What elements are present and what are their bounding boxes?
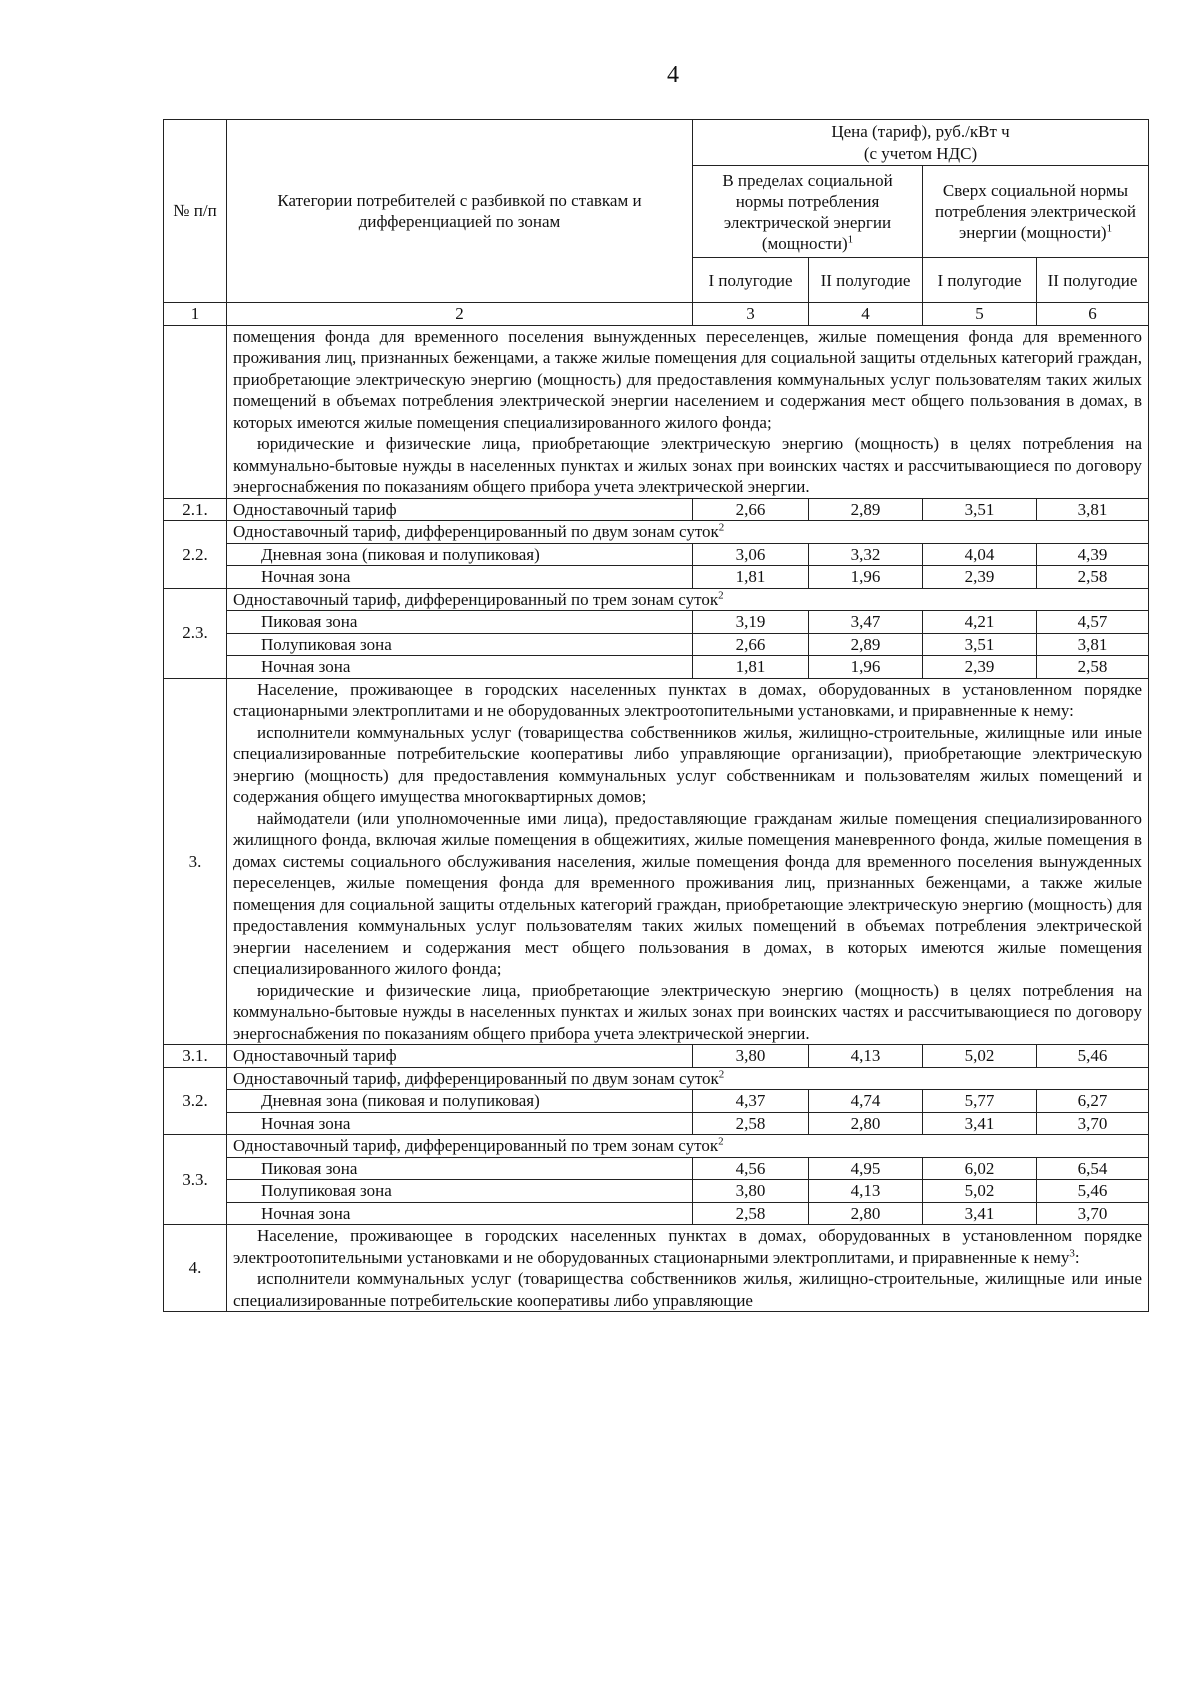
value-cell: 3,47 <box>809 611 923 634</box>
row-2-2-title <box>164 521 1149 544</box>
value-cell: 3,81 <box>1037 498 1149 521</box>
header-half1-above: I полугодие <box>923 258 1037 303</box>
row-group-title: Одноставочный тариф, дифференцированный по двум зонам суток$^2$ <box>227 1067 1149 1090</box>
value-cell: 4,13 <box>809 1180 923 1203</box>
col-number: 1 <box>164 303 227 326</box>
value-cell: 4,39 <box>1037 543 1149 566</box>
row-number: 2.1. <box>164 498 227 521</box>
header-price <box>693 120 1149 166</box>
value-cell: 3,19 <box>693 611 809 634</box>
value-cell: 5,46 <box>1037 1045 1149 1068</box>
header-half1-within: I полугодие <box>693 258 809 303</box>
row-label: Полупиковая зона <box>227 1180 693 1203</box>
column-number-row <box>164 303 1149 326</box>
value-cell: 2,66 <box>693 498 809 521</box>
section3-text-1: Население, проживающее в городских населенных пунктах в домах, оборудованных в установленном порядке стационарными электроплитами и не оборудованных электроотопительными установками, и приравненные к нему: <box>233 679 1143 720</box>
section4-description <box>227 1225 1149 1312</box>
row-label: Ночная зона <box>227 656 693 679</box>
value-cell: 2,80 <box>809 1202 923 1225</box>
header-category: Категории потребителей с разбивкой по ставкам и дифференциацией по зонам <box>227 120 693 303</box>
section4-text-2: исполнители коммунальных услуг (товарищества собственников жилья, жилищно-строительные, жилищные или иные специализированные потребительские кооперативы либо управляющие <box>233 1269 1143 1310</box>
row-3-3-halfpeak <box>164 1180 1149 1203</box>
value-cell: 5,02 <box>923 1180 1037 1203</box>
value-cell: 3,80 <box>693 1180 809 1203</box>
section4-text-row <box>164 1225 1149 1312</box>
value-cell: 4,21 <box>923 611 1037 634</box>
section2-text-row <box>164 325 1149 498</box>
row-label: Ночная зона <box>227 1112 693 1135</box>
section2-description <box>227 325 1149 498</box>
row-label: Одноставочный тариф <box>227 1045 693 1068</box>
value-cell: 3,51 <box>923 633 1037 656</box>
row-label: Пиковая зона <box>227 611 693 634</box>
value-cell: 4,13 <box>809 1045 923 1068</box>
value-cell: 3,41 <box>923 1202 1037 1225</box>
row-label: Одноставочный тариф <box>227 498 693 521</box>
row-3-2-night <box>164 1112 1149 1135</box>
value-cell: 4,04 <box>923 543 1037 566</box>
row-label: Пиковая зона <box>227 1157 693 1180</box>
tariff-table <box>163 119 1149 1312</box>
value-cell: 4,74 <box>809 1090 923 1113</box>
header-half2-within: II полугодие <box>809 258 923 303</box>
row-3-2-day <box>164 1090 1149 1113</box>
value-cell: 4,37 <box>693 1090 809 1113</box>
value-cell: 5,46 <box>1037 1180 1149 1203</box>
section2-text-2: юридические и физические лица, приобретающие электрическую энергию (мощность) в целях потребления на коммунально-бытовые нужды в населенных пунктах и жилых зонах при воинских частях и рассчитывающиеся по договору энергоснабжения по показаниям общего прибора учета электрической энергии. <box>233 434 1143 496</box>
value-cell: 3,70 <box>1037 1202 1149 1225</box>
header-within-norm: В пределах социальной нормы потребления электрической энергии (мощности)$^1$ <box>693 166 923 258</box>
value-cell: 3,51 <box>923 498 1037 521</box>
row-3-3-peak <box>164 1157 1149 1180</box>
row-number: 3.2. <box>164 1067 227 1135</box>
section3-text-row <box>164 678 1149 1045</box>
row-label: Дневная зона (пиковая и полупиковая) <box>227 1090 693 1113</box>
row-group-title: Одноставочный тариф, дифференцированный по трем зонам суток$^2$ <box>227 588 1149 611</box>
row-2-2-day <box>164 543 1149 566</box>
value-cell: 2,89 <box>809 633 923 656</box>
value-cell: 1,96 <box>809 656 923 679</box>
value-cell: 6,27 <box>1037 1090 1149 1113</box>
row-3-3-title <box>164 1135 1149 1158</box>
row-2-3-night <box>164 656 1149 679</box>
row-number: 3.3. <box>164 1135 227 1225</box>
value-cell: 4,57 <box>1037 611 1149 634</box>
value-cell: 2,66 <box>693 633 809 656</box>
value-cell: 3,81 <box>1037 633 1149 656</box>
value-cell: 3,41 <box>923 1112 1037 1135</box>
header-half2-above: II полугодие <box>1037 258 1149 303</box>
row-label: Дневная зона (пиковая и полупиковая) <box>227 543 693 566</box>
value-cell: 1,96 <box>809 566 923 589</box>
row-2-3-peak <box>164 611 1149 634</box>
header-above-norm: Сверх социальной нормы потребления электрической энергии (мощности)$^1$ <box>923 166 1149 258</box>
value-cell: 2,89 <box>809 498 923 521</box>
row-number: 3. <box>164 678 227 1045</box>
value-cell: 5,77 <box>923 1090 1037 1113</box>
value-cell: 4,56 <box>693 1157 809 1180</box>
row-number: 2.3. <box>164 588 227 678</box>
value-cell: 6,54 <box>1037 1157 1149 1180</box>
section3-text-4: юридические и физические лица, приобретающие электрическую энергию (мощность) в целях потребления на коммунально-бытовые нужды в населенных пунктах и жилых зонах при воинских частях и рассчитывающиеся по договору энергоснабжения по показаниям общего прибора учета электрической энергии. <box>233 980 1143 1043</box>
empty-num-cell <box>164 325 227 498</box>
col-number: 3 <box>693 303 809 326</box>
section2-text-1: помещения фонда для временного поселения вынужденных переселенцев, жилые помещения фонда для временного проживания лиц, признанных беженцами, а также жилые помещения для социальной защиты отдельных категорий граждан, приобретающие электрическую энергию (мощность) для предоставления коммунальных услуг пользователям таких жилых помещений в объемах потребления электрической энергии населением и содержания мест общего пользования в домах, в которых имеются жилые помещения специализированного жилого фонда; <box>233 326 1143 432</box>
value-cell: 2,58 <box>693 1112 809 1135</box>
row-group-title: Одноставочный тариф, дифференцированный по двум зонам суток$^2$ <box>227 521 1149 544</box>
value-cell: 2,39 <box>923 656 1037 679</box>
value-cell: 2,58 <box>1037 566 1149 589</box>
header-price-title: Цена (тариф), руб./кВт ч <box>831 122 1010 141</box>
value-cell: 3,80 <box>693 1045 809 1068</box>
value-cell: 3,06 <box>693 543 809 566</box>
value-cell: 2,58 <box>693 1202 809 1225</box>
row-label: Ночная зона <box>227 1202 693 1225</box>
row-number: 4. <box>164 1225 227 1312</box>
row-number: 2.2. <box>164 521 227 589</box>
row-2-3-halfpeak <box>164 633 1149 656</box>
col-number: 2 <box>227 303 693 326</box>
row-3-3-night <box>164 1202 1149 1225</box>
row-number: 3.1. <box>164 1045 227 1068</box>
row-group-title: Одноставочный тариф, дифференцированный по трем зонам суток$^2$ <box>227 1135 1149 1158</box>
col-number: 6 <box>1037 303 1149 326</box>
value-cell: 4,95 <box>809 1157 923 1180</box>
value-cell: 1,81 <box>693 656 809 679</box>
col-number: 4 <box>809 303 923 326</box>
value-cell: 3,70 <box>1037 1112 1149 1135</box>
header-row-1 <box>164 120 1149 166</box>
value-cell: 2,39 <box>923 566 1037 589</box>
value-cell: 1,81 <box>693 566 809 589</box>
row-3-2-title <box>164 1067 1149 1090</box>
value-cell: 2,80 <box>809 1112 923 1135</box>
value-cell: 2,58 <box>1037 656 1149 679</box>
row-label: Ночная зона <box>227 566 693 589</box>
row-2-3-title <box>164 588 1149 611</box>
row-2-2-night <box>164 566 1149 589</box>
section4-text-1: Население, проживающее в городских населенных пунктах в домах, оборудованных в установленном порядке электроотопительными установками и не оборудованных стационарными электроплитами, и приравненные к нему$^3$: <box>233 1226 1143 1267</box>
row-3-1 <box>164 1045 1149 1068</box>
header-price-vat: (с учетом НДС) <box>863 143 978 163</box>
value-cell: 6,02 <box>923 1157 1037 1180</box>
section3-description <box>227 678 1149 1045</box>
header-num: № п/п <box>164 120 227 303</box>
page-number: 4 <box>667 62 679 88</box>
value-cell: 5,02 <box>923 1045 1037 1068</box>
row-label: Полупиковая зона <box>227 633 693 656</box>
section3-text-2: исполнители коммунальных услуг (товарищества собственников жилья, жилищно-строительные, жилищные или иные специализированные потребительские кооперативы либо управляющие организации), приобретающие электрическую энергию (мощность) для предоставления коммунальных услуг собственникам и пользователям жилых помещений и содержания общего имущества многоквартирных домов; <box>233 722 1143 806</box>
value-cell: 3,32 <box>809 543 923 566</box>
row-2-1 <box>164 498 1149 521</box>
col-number: 5 <box>923 303 1037 326</box>
section3-text-3: наймодатели (или уполномоченные ими лица), предоставляющие гражданам жилые помещения специализированного жилищного фонда, включая жилые помещения в общежитиях, жилые помещения маневренного фонда, жилые помещения в домах системы социального обслуживания населения, жилые помещения фонда для временного поселения вынужденных переселенцев, жилые помещения фонда для временного проживания лиц, признанных беженцами, а также жилые помещения для социальной защиты отдельных категорий граждан, приобретающие электрическую энергию (мощность) для предоставления коммунальных услуг пользователям таких жилых помещений в объемах потребления электрической энергии населением и содержания мест общего пользования в домах, в которых имеются жилые помещения специализированного жилого фонда; <box>233 808 1143 978</box>
